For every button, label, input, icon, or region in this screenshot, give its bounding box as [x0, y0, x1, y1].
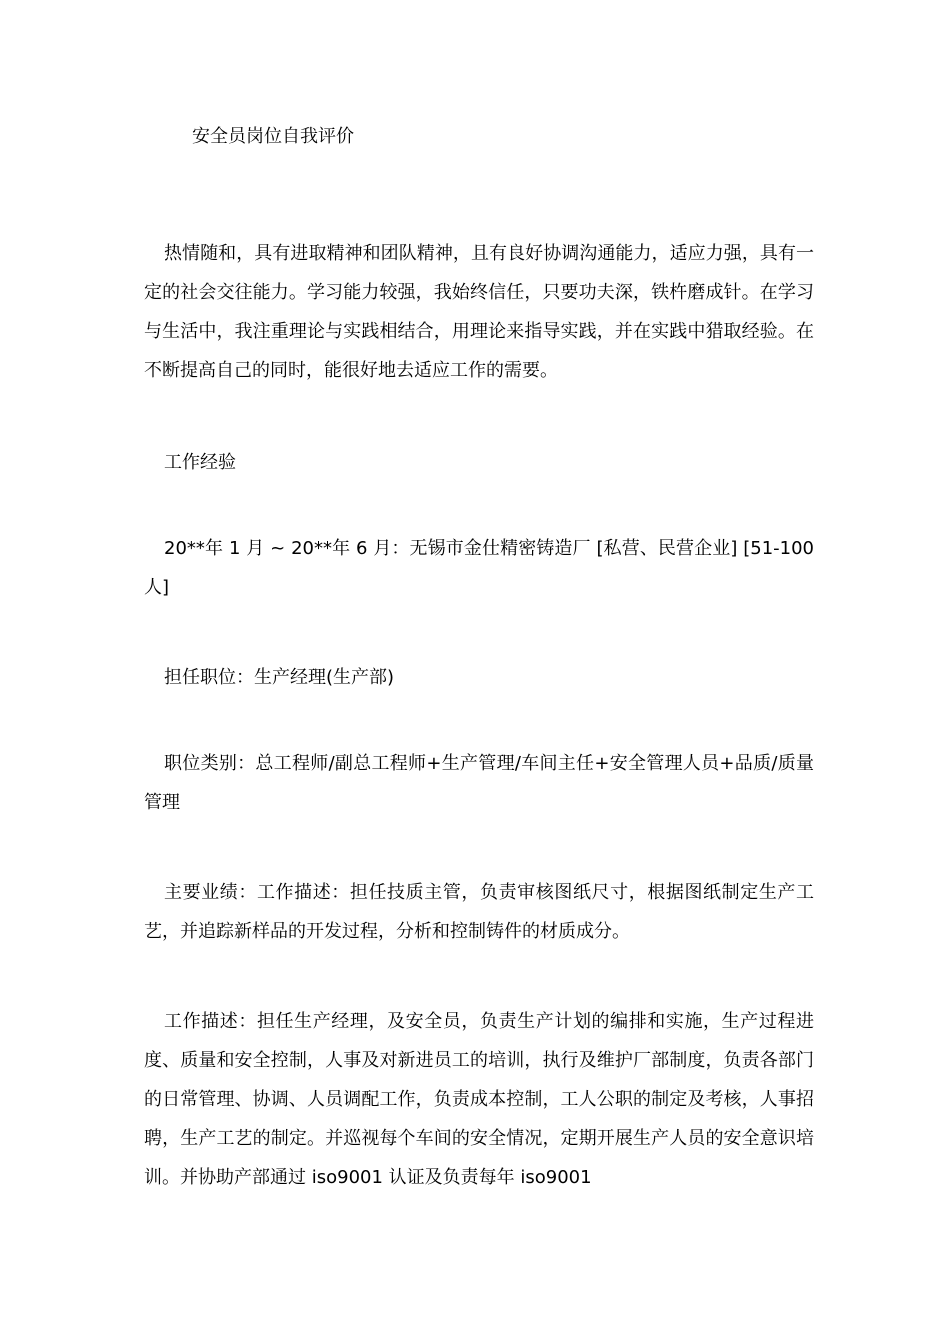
main-achievements: 主要业绩：工作描述：担任技质主管，负责审核图纸尺寸，根据图纸制定生产工艺，并追踪新样品的开发过程，分析和控制铸件的材质成分。 [144, 882, 814, 942]
experience-heading: 工作经验 [164, 452, 236, 473]
employment-period: 20**年 1 月 ~ 20**年 6 月：无锡市金仕精密铸造厂 [私营、民营企业] [51-100 人] [144, 538, 814, 598]
document-title: 安全员岗位自我评价 [192, 126, 354, 147]
position-category: 职位类别：总工程师/副总工程师+生产管理/车间主任+安全管理人员+品质/质量管理 [144, 753, 814, 813]
job-description: 工作描述：担任生产经理，及安全员，负责生产计划的编排和实施，生产过程进度、质量和安全控制，人事及对新进员工的培训，执行及维护厂部制度，负责各部门的日常管理、协调、人员调配工作，负责成本控制，工人公职的制定及考核，人事招聘，生产工艺的制定。并巡视每个车间的安全情况，定期开展生产人员的安全意识培训。并协助产部通过 iso9001 认证及负责每年 iso9001 [144, 1011, 814, 1188]
self-evaluation-paragraph: 热情随和，具有进取精神和团队精神，且有良好协调沟通能力，适应力强，具有一定的社会交往能力。学习能力较强，我始终信任，只要功夫深，铁杵磨成针。在学习与生活中，我注重理论与实践相结合，用理论来指导实践，并在实践中猎取经验。在不断提高自己的同时，能很好地去适应工作的需要。 [144, 243, 814, 381]
position-held: 担任职位：生产经理(生产部) [164, 667, 395, 688]
